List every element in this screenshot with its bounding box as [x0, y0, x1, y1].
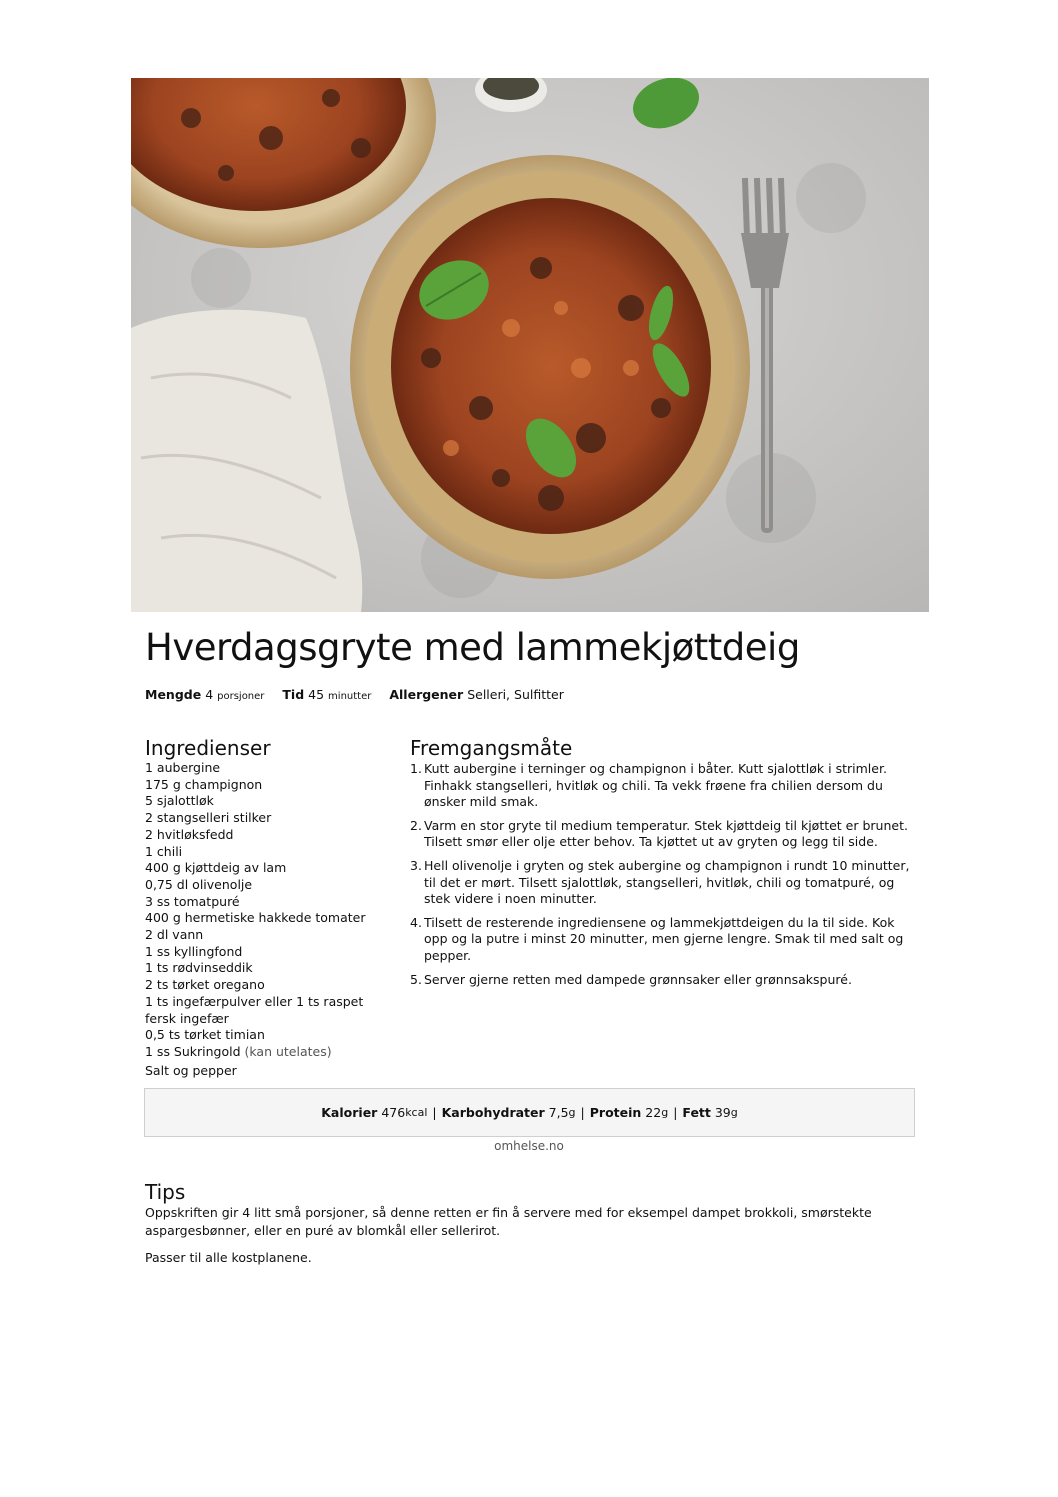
step-text: Server gjerne retten med dampede grønnsaker eller grønnsakspuré.	[424, 971, 852, 987]
step-number: 5.	[410, 971, 422, 987]
ingredient-item: Salt og pepper	[145, 1062, 237, 1078]
time-value: 45	[308, 687, 325, 702]
source-label: omhelse.no	[494, 1139, 564, 1153]
calories-value: 476	[381, 1105, 406, 1120]
ingredients-list	[145, 760, 397, 1079]
carbs-label: Karbohydrater	[441, 1105, 545, 1120]
step-number: 2.	[410, 817, 422, 833]
method-heading: Fremgangsmåte	[410, 736, 573, 760]
ingredients-heading: Ingredienser	[145, 736, 271, 760]
tips-section	[145, 1180, 905, 1267]
amount-unit: porsjoner	[217, 691, 265, 702]
protein-unit: g	[661, 1106, 669, 1119]
fat-unit: g	[730, 1106, 738, 1119]
ingredient-item: 1 aubergine	[145, 760, 221, 775]
amount-label: Mengde	[145, 687, 202, 702]
method-section	[410, 736, 916, 995]
ingredient-item: 0,75 dl olivenolje	[145, 876, 253, 892]
ingredient-item: 1 ts ingefærpulver eller 1 ts raspet fersk ingefær	[145, 993, 364, 1026]
ingredient-item: 0,5 ts tørket timian	[145, 1027, 265, 1043]
carbs-unit: g	[568, 1106, 576, 1119]
method-steps	[410, 761, 916, 988]
recipe-photo	[131, 78, 929, 612]
step-text: Kutt aubergine i terninger og champignon i båter. Kutt sjalottløk i strimler. Finhakk stangselleri, hvitløk og chili. Ta vekk frøene fra chilien dersom du ønsker mild smak.	[424, 761, 887, 810]
method-step	[410, 857, 916, 908]
allergens-value: Selleri, Sulfitter	[467, 687, 564, 702]
step-text: Tilsett de resterende ingrediensene og lammekjøttdeigen du la til side. Kok opp og la putre i minst 20 minutter, men gjerne lengre. Smak til med salt og pepper.	[424, 914, 904, 963]
amount-value: 4	[205, 687, 214, 702]
ingredient-item: 175 g champignon	[145, 776, 263, 792]
ingredients-section	[145, 736, 397, 1079]
tips-paragraph: Oppskriften gir 4 litt små porsjoner, så denne retten er fin å servere med for eksempel dampet brokkoli, smørstekte aspargesbønner, eller en puré av blomkål eller sellerirot.	[145, 1205, 872, 1238]
nutrition-separator: |	[673, 1105, 678, 1120]
sukrin-text: 1 ss Sukringold	[145, 1043, 241, 1059]
ingredient-item: 400 g kjøttdeig av lam	[145, 860, 287, 876]
meta-allergens	[389, 687, 564, 702]
allergens-label: Allergener	[389, 687, 464, 702]
fat-label: Fett	[682, 1105, 711, 1120]
ingredient-item-sukrin	[145, 1044, 397, 1061]
time-label: Tid	[282, 687, 305, 702]
method-step	[410, 971, 916, 989]
calories-unit: kcal	[405, 1106, 428, 1119]
ingredient-item: 2 stangselleri stilker	[145, 810, 272, 826]
fat-value: 39	[714, 1105, 731, 1120]
method-step	[410, 761, 916, 811]
protein-label: Protein	[589, 1105, 642, 1120]
recipe-meta	[145, 687, 578, 702]
tips-heading: Tips	[145, 1180, 186, 1204]
calories-label: Kalorier	[321, 1105, 378, 1120]
step-text: Hell olivenolje i gryten og stek aubergine og champignon i rundt 10 minutter, til det er mørt. Tilsett sjalottløk, stangselleri, hvitløk, chili og tomatpuré, og stek videre i noen minutter.	[424, 857, 910, 907]
ingredient-item: 1 chili	[145, 843, 183, 859]
tips-paragraph: Passer til alle kostplanene.	[145, 1250, 312, 1265]
step-text: Varm en stor gryte til medium temperatur. Stek kjøttdeig til kjøttet er brunet. Tilsett smør eller olje etter behov. Ta kjøttet ut av gryten og legg til side.	[424, 817, 908, 850]
recipe-title: Hverdagsgryte med lammekjøttdeig	[145, 626, 800, 669]
ingredient-item: 400 g hermetiske hakkede tomater	[145, 910, 366, 926]
meta-amount	[145, 687, 268, 702]
step-number: 4.	[410, 914, 422, 930]
meta-time	[282, 687, 375, 702]
nutrition-separator: |	[432, 1105, 437, 1120]
time-unit: minutter	[328, 691, 372, 702]
carbs-value: 7,5	[548, 1105, 569, 1120]
protein-value: 22	[645, 1105, 662, 1120]
nutrition-box	[144, 1088, 915, 1137]
nutrition-separator: |	[580, 1105, 585, 1120]
ingredient-item: 5 sjalottløk	[145, 793, 214, 809]
ingredient-item: 1 ss kyllingfond	[145, 943, 243, 959]
sukrin-note: (kan utelates)	[244, 1043, 332, 1059]
method-step	[410, 817, 916, 851]
step-number: 1.	[410, 761, 422, 776]
method-step	[410, 914, 916, 965]
step-number: 3.	[410, 857, 422, 873]
ingredient-item: 1 ts rødvinseddik	[145, 960, 253, 976]
ingredient-item: 2 hvitløksfedd	[145, 826, 234, 842]
ingredient-item: 3 ss tomatpuré	[145, 893, 240, 909]
ingredient-item: 2 ts tørket oregano	[145, 977, 265, 993]
ingredient-item: 2 dl vann	[145, 927, 204, 943]
